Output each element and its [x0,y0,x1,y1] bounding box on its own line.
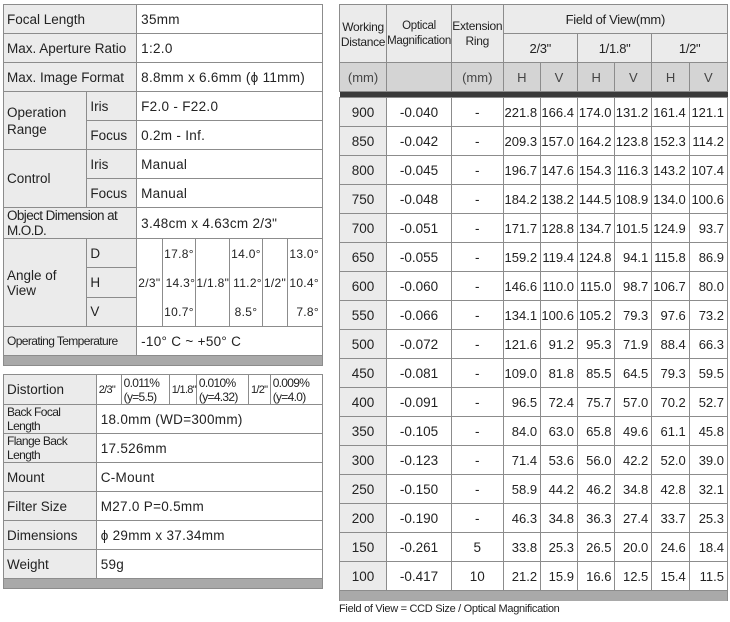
aov-h-label: H [87,268,137,297]
table-footer-bar [340,591,728,601]
unit-v-3: V [689,63,727,92]
table-cell: 147.6 [541,156,578,185]
object-dimension-label: Object Dimension at M.O.D. [4,208,137,239]
table-cell: 138.2 [541,185,578,214]
table-cell: 52.7 [689,388,727,417]
control-iris-label: Iris [87,150,137,179]
table-cell: 44.2 [541,475,578,504]
table-row [340,243,728,272]
table-cell: -0.081 [387,359,452,388]
table-cell: 80.0 [689,272,727,301]
table-cell: 107.4 [689,156,727,185]
table-cell: 97.6 [652,301,690,330]
table-cell: 106.7 [652,272,690,301]
table-cell: 134.7 [577,214,615,243]
table-cell: 550 [340,301,387,330]
table-cell: 26.5 [577,533,615,562]
table-cell: - [451,504,503,533]
operating-temp-label: Operating Temperature [4,327,137,356]
table-cell: 600 [340,272,387,301]
header-fmt-1-2: 1/2" [652,34,728,63]
table-row [340,127,728,156]
table-cell: - [451,359,503,388]
aov-h-1: 14.3° [162,268,196,297]
table-cell: 750 [340,185,387,214]
table-cell: 58.9 [503,475,541,504]
table-cell: - [451,475,503,504]
table-cell: 86.9 [689,243,727,272]
weight-value: 59g [96,550,322,579]
spec-table-top [3,4,323,366]
table-cell: 110.0 [541,272,578,301]
header-extension-ring: Extension Ring [451,5,503,63]
table-cell: 32.1 [689,475,727,504]
distortion-values [96,375,322,405]
table-cell: 400 [340,388,387,417]
table-cell: 96.5 [503,388,541,417]
table-cell: 121.1 [689,98,727,127]
operating-temp-value: -10° C ~ +50° C [137,327,323,356]
table-cell: 114.2 [689,127,727,156]
table-cell: 300 [340,446,387,475]
table-cell: -0.072 [387,330,452,359]
table-cell: - [451,388,503,417]
table-cell: -0.055 [387,243,452,272]
table-cell: -0.048 [387,185,452,214]
table-cell: 25.3 [689,504,727,533]
aov-v-2: 8.5° [230,297,263,326]
table-cell: 5 [451,533,503,562]
table-cell: 152.3 [652,127,690,156]
control-label: Control [4,150,87,208]
table-cell: 101.5 [615,214,652,243]
table-cell: 174.0 [577,98,615,127]
table-cell: 221.8 [503,98,541,127]
operation-iris-value: F2.0 - F22.0 [137,92,323,121]
table-cell: -0.066 [387,301,452,330]
table-cell: 27.4 [615,504,652,533]
header-working-distance: Working Distance [340,5,387,63]
table-cell: 800 [340,156,387,185]
unit-optical [387,63,452,92]
dimensions-label: Dimensions [4,521,97,550]
table-cell: 24.6 [652,533,690,562]
unit-extension: (mm) [451,63,503,92]
table-cell: -0.042 [387,127,452,156]
table-row [340,533,728,562]
table-cell: 94.1 [615,243,652,272]
table-cell: 71.9 [615,330,652,359]
table-cell: 11.5 [689,562,727,591]
table-cell: 166.4 [541,98,578,127]
table-cell: 250 [340,475,387,504]
table-cell: 134.0 [652,185,690,214]
table-cell: 71.4 [503,446,541,475]
table-cell: - [451,301,503,330]
focal-length-label: Focal Length [4,5,137,34]
table-cell: - [451,417,503,446]
table-cell: 131.2 [615,98,652,127]
max-format-label: Max. Image Format [4,63,137,92]
max-format-value: 8.8mm x 6.6mm (ϕ 11mm) [137,63,323,92]
unit-working-distance: (mm) [340,63,387,92]
table-cell: 900 [340,98,387,127]
table-cell: -0.040 [387,98,452,127]
dimensions-value: ϕ 29mm x 37.34mm [96,521,322,550]
table-cell: -0.123 [387,446,452,475]
table-cell: 36.3 [577,504,615,533]
angle-of-view-label: Angle of View [4,239,87,327]
table-cell: - [451,272,503,301]
table-cell: 171.7 [503,214,541,243]
table-cell: 18.4 [689,533,727,562]
table-row [340,272,728,301]
distortion-fmt-3: 1/2" [248,375,270,404]
operation-focus-label: Focus [87,121,137,150]
table-cell: 157.0 [541,127,578,156]
operation-iris-label: Iris [87,92,137,121]
table-cell: -0.060 [387,272,452,301]
table-cell: 100.6 [689,185,727,214]
table-cell: 154.3 [577,156,615,185]
table-cell: 128.8 [541,214,578,243]
table-footer-bar [4,579,323,589]
table-cell: 93.7 [689,214,727,243]
table-cell: -0.091 [387,388,452,417]
table-cell: - [451,330,503,359]
table-cell: - [451,98,503,127]
aov-format-2-3: 2/3" [138,275,161,290]
table-cell: 42.8 [652,475,690,504]
table-cell: 200 [340,504,387,533]
flange-back-label: Flange Back Length [4,434,97,463]
table-cell: 134.1 [503,301,541,330]
operation-range-label: Operation Range [4,92,87,150]
table-cell: 850 [340,127,387,156]
aov-v-1: 10.7° [162,297,196,326]
unit-h-2: H [577,63,615,92]
table-cell: 350 [340,417,387,446]
table-cell: -0.105 [387,417,452,446]
table-cell: -0.045 [387,156,452,185]
table-cell: 53.6 [541,446,578,475]
table-cell: 46.3 [503,504,541,533]
table-cell: -0.261 [387,533,452,562]
unit-v-1: V [541,63,578,92]
table-cell: -0.150 [387,475,452,504]
table-cell: 70.2 [652,388,690,417]
operation-focus-value: 0.2m - Inf. [137,121,323,150]
table-cell: 52.0 [652,446,690,475]
table-row [340,446,728,475]
table-cell: 34.8 [541,504,578,533]
table-row [340,562,728,591]
table-row [340,301,728,330]
table-cell: - [451,156,503,185]
table-cell: 100 [340,562,387,591]
table-cell: 116.3 [615,156,652,185]
aov-format-1-2: 1/2" [262,239,287,326]
table-cell: 75.7 [577,388,615,417]
control-iris-value: Manual [137,150,323,179]
table-row [340,214,728,243]
table-cell: 72.4 [541,388,578,417]
fov-table [339,4,728,601]
distortion-val-1: 0.011%(y=5.5) [121,375,169,404]
table-cell: 121.6 [503,330,541,359]
table-cell: - [451,185,503,214]
weight-label: Weight [4,550,97,579]
table-cell: 49.6 [615,417,652,446]
distortion-val-3: 0.009%(y=4.0) [270,375,322,404]
table-cell: 119.4 [541,243,578,272]
table-cell: 46.2 [577,475,615,504]
max-aperture-value: 1:2.0 [137,34,323,63]
table-cell: 79.3 [652,359,690,388]
unit-h-1: H [503,63,541,92]
table-cell: 95.3 [577,330,615,359]
unit-v-2: V [615,63,652,92]
row-max-format [4,63,323,92]
table-cell: 115.0 [577,272,615,301]
table-cell: 33.8 [503,533,541,562]
table-row [340,330,728,359]
aov-d-1: 17.8° [162,239,196,268]
table-row [340,475,728,504]
table-cell: 105.2 [577,301,615,330]
table-cell: 84.0 [503,417,541,446]
table-cell: 59.5 [689,359,727,388]
table-row [340,156,728,185]
table-cell: 143.2 [652,156,690,185]
filter-size-label: Filter Size [4,492,97,521]
table-row [340,185,728,214]
table-cell: 42.2 [615,446,652,475]
table-cell: 146.6 [503,272,541,301]
table-cell: 164.2 [577,127,615,156]
object-dimension-value: 3.48cm x 4.63cm 2/3" [137,208,323,239]
table-cell: 57.0 [615,388,652,417]
table-cell: 109.0 [503,359,541,388]
table-cell: 100.6 [541,301,578,330]
distortion-val-2: 0.010%(y=4.32) [196,375,248,404]
table-cell: 85.5 [577,359,615,388]
footnote: Field of View = CCD Size / Optical Magnification [339,603,560,615]
focal-length-value: 35mm [137,5,323,34]
table-row [340,388,728,417]
header-fmt-2-3: 2/3" [503,34,577,63]
filter-size-value: M27.0 P=0.5mm [96,492,322,521]
table-cell: -0.417 [387,562,452,591]
table-cell: 98.7 [615,272,652,301]
aov-values [137,239,323,327]
distortion-fmt-1: 2/3" [98,383,116,396]
header-optical-magnification: Optical Magnification [387,5,452,63]
back-focal-label: Back Focal Length [4,405,97,434]
aov-v-3: 7.8° [288,297,322,326]
table-cell: 10 [451,562,503,591]
table-cell: 196.7 [503,156,541,185]
table-cell: 450 [340,359,387,388]
table-cell: 108.9 [615,185,652,214]
table-cell: 500 [340,330,387,359]
table-cell: 161.4 [652,98,690,127]
table-cell: 65.8 [577,417,615,446]
table-cell: 124.9 [652,214,690,243]
table-cell: 184.2 [503,185,541,214]
table-cell: 115.8 [652,243,690,272]
aov-d-2: 14.0° [230,239,263,268]
mount-value: C-Mount [96,463,322,492]
table-cell: 144.5 [577,185,615,214]
control-focus-label: Focus [87,179,137,208]
max-aperture-label: Max. Aperture Ratio [4,34,137,63]
control-focus-value: Manual [137,179,323,208]
table-row [340,359,728,388]
table-cell: 39.0 [689,446,727,475]
aov-d-3: 13.0° [288,239,322,268]
table-cell: 73.2 [689,301,727,330]
table-cell: 124.8 [577,243,615,272]
table-cell: 64.5 [615,359,652,388]
table-cell: 63.0 [541,417,578,446]
table-row [340,417,728,446]
unit-h-3: H [652,63,690,92]
table-cell: 66.3 [689,330,727,359]
table-cell: 16.6 [577,562,615,591]
table-footer-bar [4,356,323,366]
table-cell: 61.1 [652,417,690,446]
table-cell: 88.4 [652,330,690,359]
aov-v-label: V [87,297,137,326]
table-cell: 79.3 [615,301,652,330]
table-cell: 12.5 [615,562,652,591]
table-cell: 91.2 [541,330,578,359]
table-cell: 81.8 [541,359,578,388]
table-cell: 33.7 [652,504,690,533]
aov-h-2: 11.2° [230,268,263,297]
aov-d-label: D [87,239,137,268]
table-cell: 25.3 [541,533,578,562]
table-cell: -0.051 [387,214,452,243]
table-cell: 150 [340,533,387,562]
row-focal-length [4,5,323,34]
mount-label: Mount [4,463,97,492]
table-cell: 34.8 [615,475,652,504]
flange-back-value: 17.526mm [96,434,322,463]
distortion-fmt-2: 1/1.8" [169,375,196,404]
distortion-label: Distortion [4,375,97,405]
table-cell: -0.190 [387,504,452,533]
table-cell: 700 [340,214,387,243]
back-focal-value: 18.0mm (WD=300mm) [96,405,322,434]
header-field-of-view: Field of View(mm) [503,5,727,34]
aov-h-3: 10.4° [288,268,322,297]
fov-body [340,98,728,591]
table-cell: 15.9 [541,562,578,591]
header-fmt-1-1-8: 1/1.8" [577,34,651,63]
table-cell: 21.2 [503,562,541,591]
table-row [340,98,728,127]
table-cell: - [451,127,503,156]
row-max-aperture [4,34,323,63]
table-cell: - [451,214,503,243]
table-cell: 209.3 [503,127,541,156]
table-cell: 45.8 [689,417,727,446]
table-cell: 15.4 [652,562,690,591]
table-cell: 123.8 [615,127,652,156]
table-cell: 20.0 [615,533,652,562]
aov-format-1-1-8: 1/1.8" [196,239,230,326]
spec-table-bottom [3,374,323,589]
table-cell: 650 [340,243,387,272]
table-cell: 159.2 [503,243,541,272]
table-cell: - [451,243,503,272]
table-cell: 56.0 [577,446,615,475]
table-row [340,504,728,533]
table-cell: - [451,446,503,475]
